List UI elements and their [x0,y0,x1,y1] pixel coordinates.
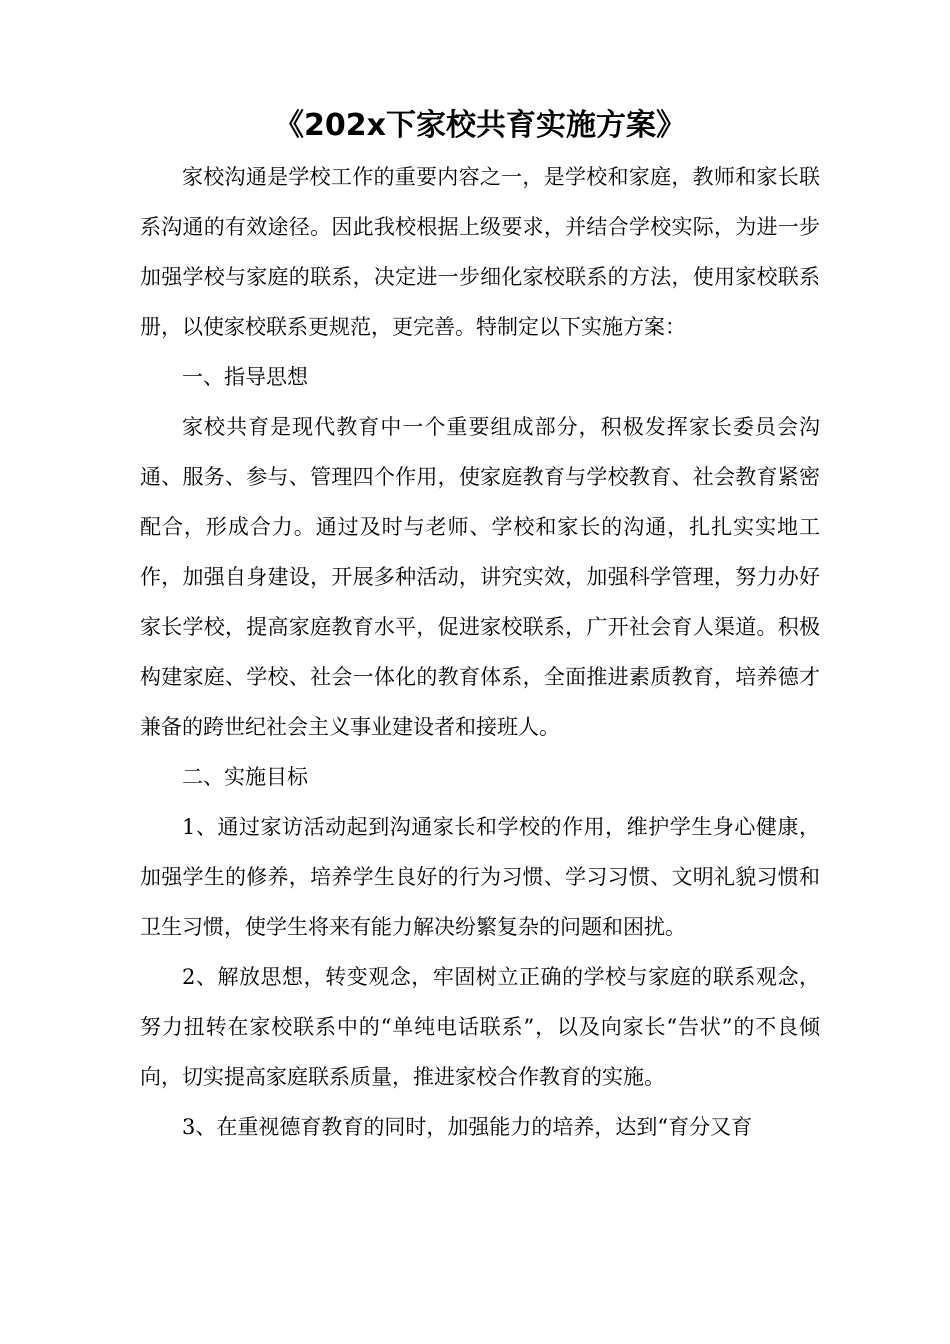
title-text: 下家校共育实施方案》 [385,108,686,143]
guiding-ideology-paragraph: 家校共育是现代教育中一个重要组成部分，积极发挥家长委员会沟通、服务、参与、管理四个作用，使家庭教育与学校教育、社会教育紧密配合，形成合力。通过及时与老师、学校和家长的沟通，扎扎实实地工作，加强自身建设，开展多种活动，讲究实效，加强科学管理，努力办好家长学校，提高家庭教育水平，促进家校联系，广开社会育人渠道。积极构建家庭、学校、社会一体化的教育体系，全面推进素质教育，培养德才兼备的跨世纪社会主义事业建设者和接班人。 [140,415,820,739]
goal-item-2: 2、解放思想，转变观念，牢固树立正确的学校与家庭的联系观念，努力扭转在家校联系中的“单纯电话联系”，以及向家长“告状”的不良倾向，切实提高家庭联系质量，推进家校合作教育的实施。 [140,965,820,1089]
title-year: 202x [304,108,386,143]
document-title [140,100,820,144]
intro-paragraph: 家校沟通是学校工作的重要内容之一，是学校和家庭，教师和家长联系沟通的有效途径。因此我校根据上级要求，并结合学校实际，为进一步加强学校与家庭的联系，决定进一步细化家校联系的方法，使用家校联系册，以使家校联系更规范，更完善。特制定以下实施方案： [140,165,820,339]
goal-item-3: 3、在重视德育教育的同时，加强能力的培养，达到“育分又育 [182,1115,753,1139]
section-heading-guiding-ideology: 一、指导思想 [182,365,308,389]
goal-item-1: 1、通过家访活动起到沟通家长和学校的作用，维护学生身心健康，加强学生的修养，培养学生良好的行为习惯、学习习惯、文明礼貌习惯和卫生习惯，使学生将来有能力解决纷繁复杂的问题和困扰。 [140,815,820,939]
title-prefix: 《 [274,108,304,143]
section-heading-goals: 二、实施目标 [182,765,308,789]
document-body [140,152,820,1152]
